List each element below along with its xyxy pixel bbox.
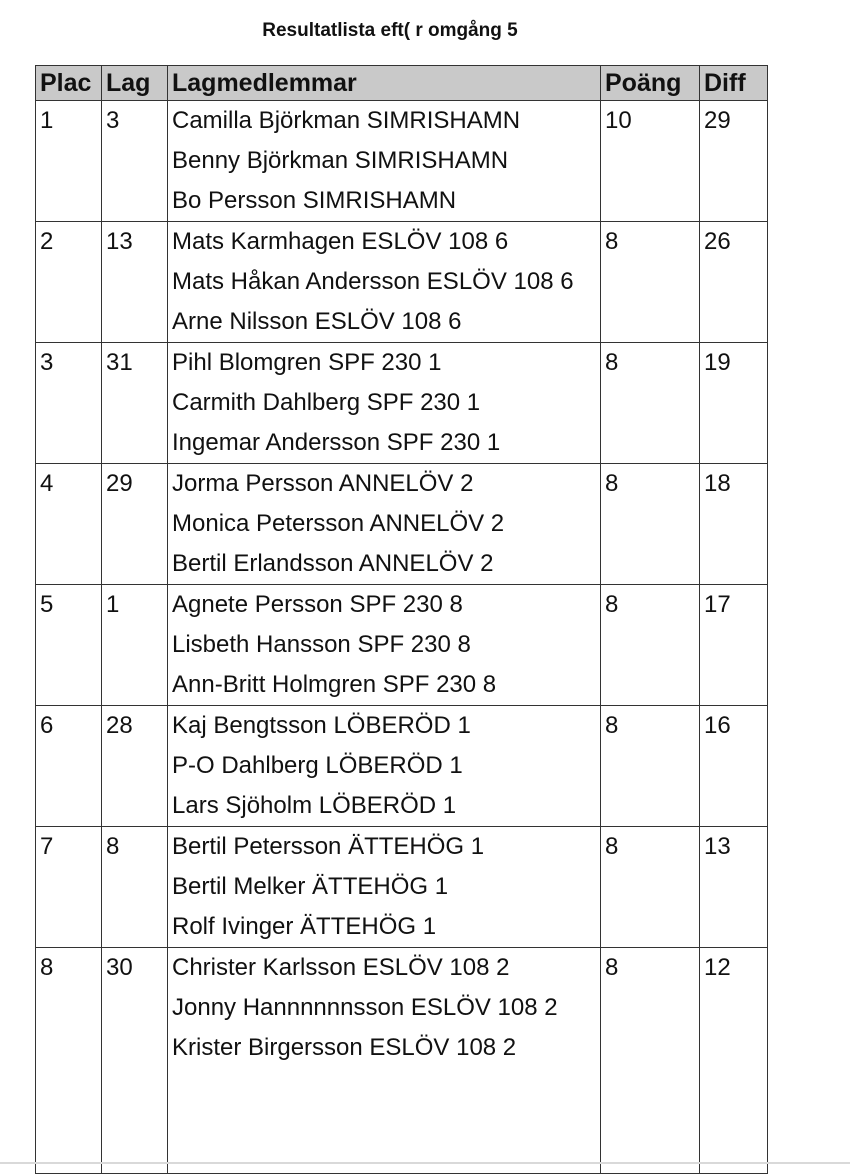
table-row [36, 706, 768, 827]
cell-diff: 18 [700, 464, 768, 585]
cell-members [168, 706, 601, 827]
team-member: Krister Birgersson ESLÖV 108 2 [172, 1034, 517, 1061]
cell-members [168, 827, 601, 948]
cell-plac: 2 [36, 222, 102, 343]
table-row [36, 585, 768, 706]
cell-plac: 4 [36, 464, 102, 585]
cell-members [168, 464, 601, 585]
cell-points: 8 [601, 585, 700, 706]
cell-plac: 8 [36, 948, 102, 1174]
cell-plac: 6 [36, 706, 102, 827]
team-member: Pihl Blomgren SPF 230 1 [172, 349, 442, 376]
header-members: Lagmedlemmar [168, 66, 601, 101]
cell-members [168, 101, 601, 222]
cell-points: 8 [601, 222, 700, 343]
header-lag: Lag [102, 66, 168, 101]
cell-members [168, 948, 601, 1174]
team-member: Mats Håkan Andersson ESLÖV 108 6 [172, 268, 574, 295]
team-member: Bertil Melker ÄTTEHÖG 1 [172, 873, 449, 900]
cell-members [168, 343, 601, 464]
team-member: Christer Karlsson ESLÖV 108 2 [172, 954, 510, 981]
cell-points: 8 [601, 706, 700, 827]
table-row [36, 101, 768, 222]
team-member: Rolf Ivinger ÄTTEHÖG 1 [172, 913, 437, 940]
team-member: Bertil Erlandsson ANNELÖV 2 [172, 550, 494, 577]
team-member: Bo Persson SIMRISHAMN [172, 187, 457, 214]
cell-points: 8 [601, 948, 700, 1174]
team-member: Carmith Dahlberg SPF 230 1 [172, 389, 481, 416]
team-member: Arne Nilsson ESLÖV 108 6 [172, 308, 462, 335]
team-member: Mats Karmhagen ESLÖV 108 6 [172, 228, 509, 255]
cell-lag: 1 [102, 585, 168, 706]
cell-diff: 17 [700, 585, 768, 706]
header-row [36, 66, 768, 101]
team-member: Bertil Petersson ÄTTEHÖG 1 [172, 833, 485, 860]
cell-members [168, 585, 601, 706]
team-member: Kaj Bengtsson LÖBERÖD 1 [172, 712, 471, 739]
team-member: Jonny Hannnnnnsson ESLÖV 108 2 [172, 994, 558, 1021]
cell-points: 8 [601, 827, 700, 948]
team-member: Jorma Persson ANNELÖV 2 [172, 470, 474, 497]
cell-lag: 28 [102, 706, 168, 827]
team-member: Lars Sjöholm LÖBERÖD 1 [172, 792, 457, 819]
header-diff: Diff [700, 66, 768, 101]
team-member: Camilla Björkman SIMRISHAMN [172, 107, 521, 134]
page-bottom-edge [0, 1162, 850, 1164]
cell-diff: 12 [700, 948, 768, 1174]
table-row [36, 464, 768, 585]
cell-lag: 29 [102, 464, 168, 585]
header-plac: Plac [36, 66, 102, 101]
cell-plac: 7 [36, 827, 102, 948]
team-member: Agnete Persson SPF 230 8 [172, 591, 463, 618]
cell-points: 8 [601, 343, 700, 464]
cell-lag: 3 [102, 101, 168, 222]
cell-diff: 16 [700, 706, 768, 827]
table-row [36, 343, 768, 464]
cell-points: 8 [601, 464, 700, 585]
cell-plac: 1 [36, 101, 102, 222]
cell-members [168, 222, 601, 343]
cell-diff: 26 [700, 222, 768, 343]
team-member: Ingemar Andersson SPF 230 1 [172, 429, 501, 456]
cell-plac: 5 [36, 585, 102, 706]
cell-diff: 19 [700, 343, 768, 464]
cell-lag: 31 [102, 343, 168, 464]
table-row [36, 222, 768, 343]
header-points: Poäng [601, 66, 700, 101]
cell-lag: 30 [102, 948, 168, 1174]
table-row [36, 827, 768, 948]
cell-diff: 29 [700, 101, 768, 222]
cell-lag: 8 [102, 827, 168, 948]
cell-diff: 13 [700, 827, 768, 948]
page-title: Resultatlista eft( r omgång 5 [262, 20, 518, 41]
cell-lag: 13 [102, 222, 168, 343]
team-member: P-O Dahlberg LÖBERÖD 1 [172, 752, 463, 779]
cell-points: 10 [601, 101, 700, 222]
team-member: Monica Petersson ANNELÖV 2 [172, 510, 505, 537]
team-member: Ann-Britt Holmgren SPF 230 8 [172, 671, 497, 698]
team-member: Benny Björkman SIMRISHAMN [172, 147, 509, 174]
cell-plac: 3 [36, 343, 102, 464]
results-table [35, 65, 768, 1174]
team-member: Lisbeth Hansson SPF 230 8 [172, 631, 471, 658]
table-row [36, 948, 768, 1174]
